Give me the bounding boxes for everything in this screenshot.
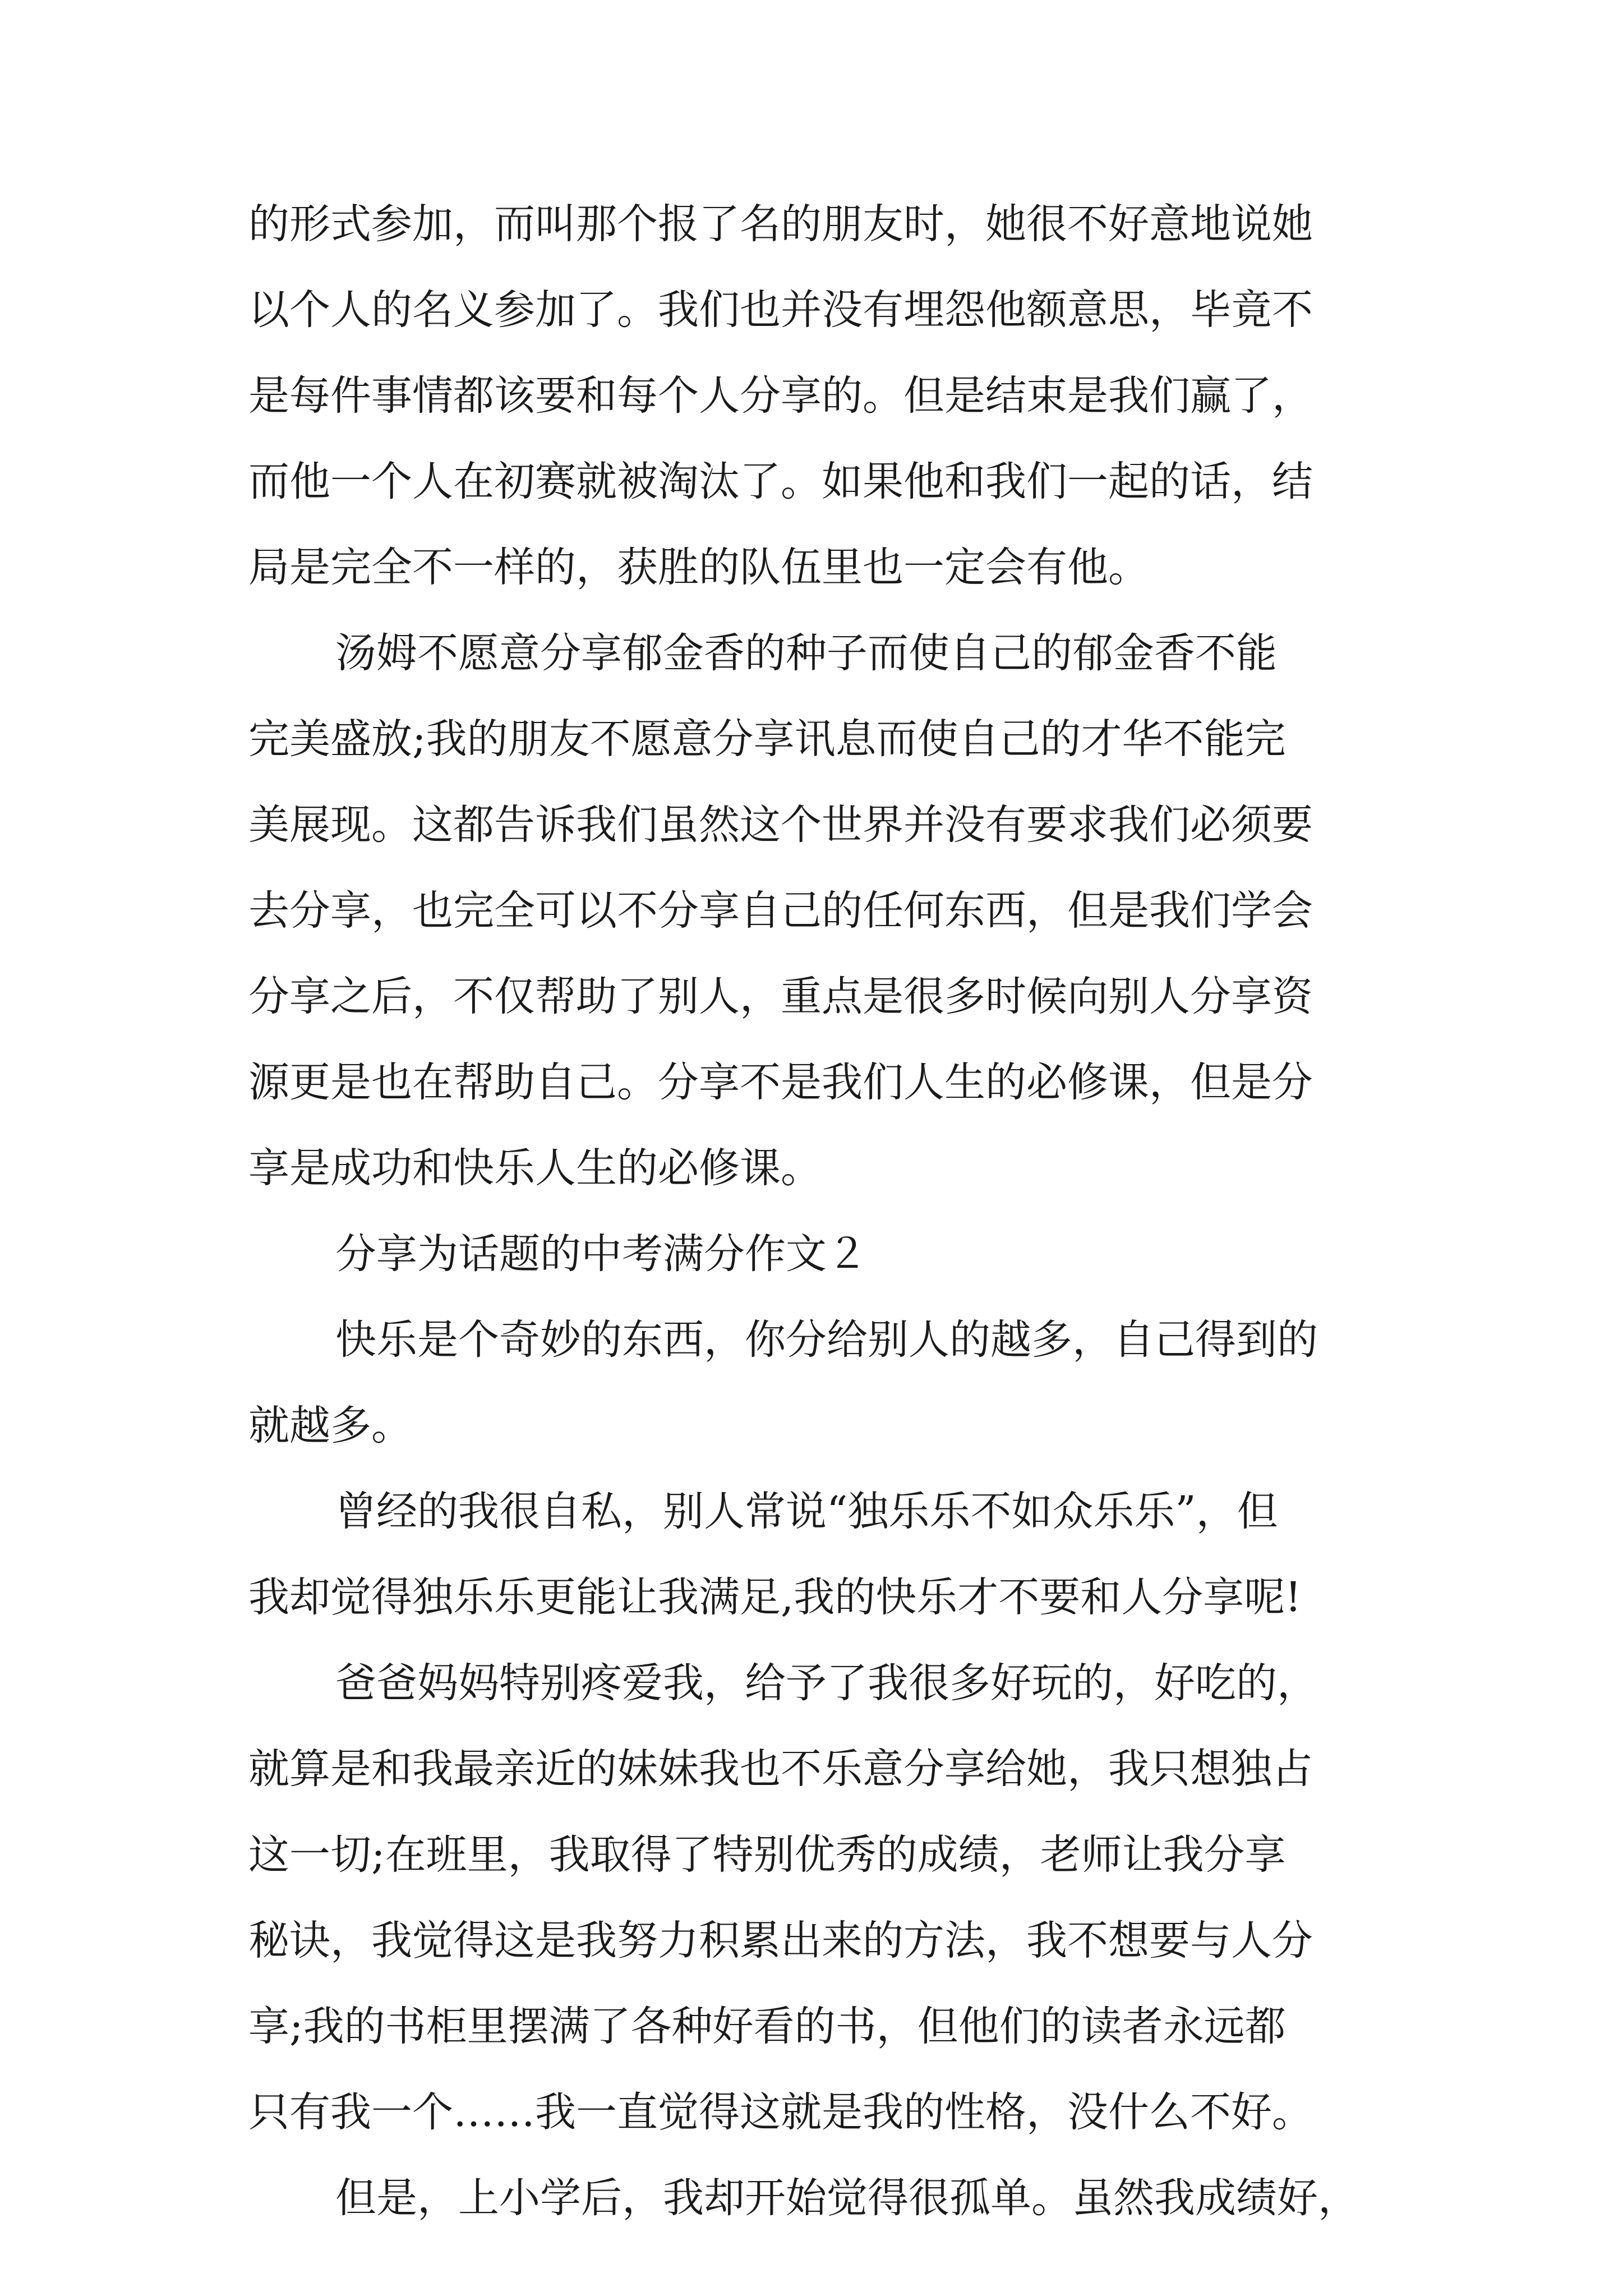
text-line: 以个人的名义参加了。我们也并没有埋怨他额意思，毕竟不 [248,286,1313,334]
text-line: 享;我的书柜里摆满了各种好看的书，但他们的读者永远都 [248,2003,1286,2050]
text-line: 而他一个人在初赛就被淘汰了。如果他和我们一起的话，结 [248,458,1313,505]
paragraph-first-line: 曾经的我很自私，别人常说“独乐乐不如众乐乐”，但 [335,1488,1278,1535]
text-line: 就越多。 [248,1402,412,1450]
text-line: 是每件事情都该要和每个人分享的。但是结束是我们赢了， [248,372,1313,420]
text-line: 我却觉得独乐乐更能让我满足,我的快乐才不要和人分享呢! [248,1573,1302,1621]
text-line: 分享之后，不仅帮助了别人，重点是很多时候向别人分享资 [248,973,1313,1020]
paragraph-first-line: 快乐是个奇妙的东西，你分给别人的越多，自己得到的 [335,1316,1318,1364]
section-heading: 分享为话题的中考满分作文２ [335,1230,868,1278]
text-line: 享是成功和快乐人生的必修课。 [248,1144,822,1192]
text-line: 去分享，也完全可以不分享自己的任何东西，但是我们学会 [248,887,1313,935]
text-line: 秘诀，我觉得这是我努力积累出来的方法，我不想要与人分 [248,1917,1313,1964]
text-line: 完美盛放;我的朋友不愿意分享讯息而使自己的才华不能完 [248,715,1286,763]
text-line: 局是完全不一样的，获胜的队伍里也一定会有他。 [248,544,1149,591]
text-line: 这一切;在班里，我取得了特别优秀的成绩，老师让我分享 [248,1831,1286,1879]
text-line: 就算是和我最亲近的妹妹我也不乐意分享给她，我只想独占 [248,1745,1313,1793]
text-line: 美展现。这都告诉我们虽然这个世界并没有要求我们必须要 [248,801,1313,849]
paragraph-first-line: 但是，上小学后，我却开始觉得很孤单。虽然我成绩好， [335,2174,1359,2222]
text-line: 只有我一个……我一直觉得这就是我的性格，没什么不好。 [248,2088,1313,2136]
paragraph-first-line: 汤姆不愿意分享郁金香的种子而使自己的郁金香不能 [335,629,1277,677]
paragraph-first-line: 爸爸妈妈特别疼爱我，给予了我很多好玩的，好吃的， [335,1659,1318,1707]
text-line: 的形式参加，而叫那个报了名的朋友时，她很不好意地说她 [248,200,1313,248]
text-line: 源更是也在帮助自己。分享不是我们人生的必修课，但是分 [248,1059,1313,1106]
